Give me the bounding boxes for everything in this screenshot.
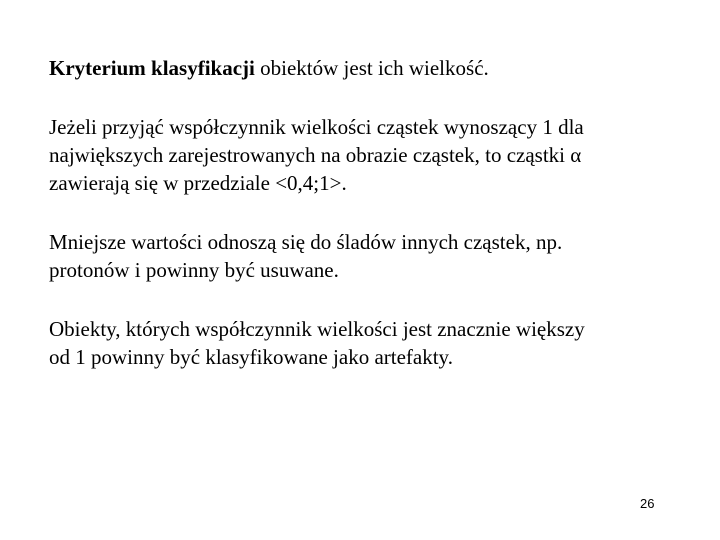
smaller-values-paragraph: [49, 228, 689, 284]
artifacts-line-1: Obiekty, których współczynnik wielkości jest znacznie większy: [49, 317, 585, 341]
criterion-paragraph: [49, 54, 689, 82]
coefficient-line-1: Jeżeli przyjąć współczynnik wielkości cząstek wynoszący 1 dla: [49, 115, 584, 139]
smaller-values-line-1: Mniejsze wartości odnoszą się do śladów innych cząstek, np.: [49, 230, 563, 254]
smaller-values-line-2: protonów i powinny być usuwane.: [49, 258, 339, 282]
coefficient-line-3: zawierają się w przedziale <0,4;1>.: [49, 171, 347, 195]
coefficient-line-2: największych zarejestrowanych na obrazie cząstek, to cząstki α: [49, 143, 582, 167]
page-number: 26: [640, 496, 655, 511]
criterion-text: obiektów jest ich wielkość.: [254, 56, 489, 80]
artifacts-line-2: od 1 powinny być klasyfikowane jako artefakty.: [49, 345, 453, 369]
artifacts-paragraph: [49, 315, 689, 371]
coefficient-paragraph: [49, 113, 689, 197]
criterion-heading: Kryterium klasyfikacji: [49, 56, 255, 80]
